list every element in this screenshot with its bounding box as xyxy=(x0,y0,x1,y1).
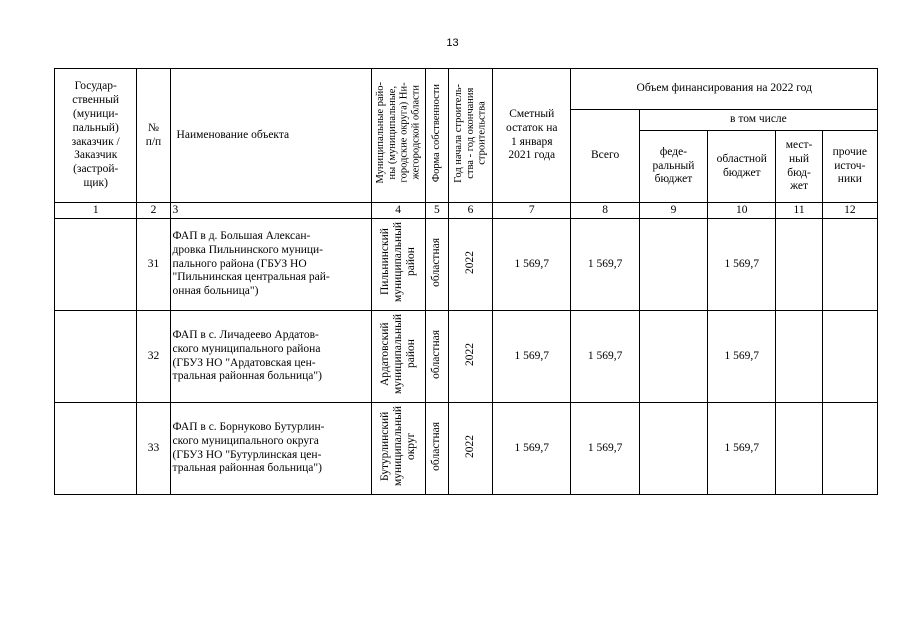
header-object-name: Наименование объекта xyxy=(170,69,371,203)
cell-district-text: Ардатовский муниципальный район xyxy=(378,314,417,395)
cell-other xyxy=(822,311,877,403)
cell-remainder: 1 569,7 xyxy=(493,219,571,311)
cell-total: 1 569,7 xyxy=(571,403,639,495)
cell-other xyxy=(822,403,877,495)
cell-number: 32 xyxy=(137,311,170,403)
header-customer: Государ- ственный (муници- пальный) заказчик / Заказчик (застрой- щик) xyxy=(55,69,137,203)
header-other: прочие источ- ники xyxy=(822,131,877,203)
cell-ownership-text: областная xyxy=(430,237,443,287)
cell-years xyxy=(448,311,492,403)
cell-ownership xyxy=(425,219,448,311)
column-number: 6 xyxy=(448,203,492,219)
cell-customer xyxy=(55,403,137,495)
header-number: № п/п xyxy=(137,69,170,203)
header-including: в том числе xyxy=(639,110,877,131)
column-number: 8 xyxy=(571,203,639,219)
header-district xyxy=(371,69,425,203)
cell-local xyxy=(776,311,822,403)
cell-ownership xyxy=(425,311,448,403)
cell-regional: 1 569,7 xyxy=(708,403,776,495)
table-row xyxy=(55,403,878,495)
cell-district xyxy=(371,403,425,495)
cell-local xyxy=(776,219,822,311)
column-number: 12 xyxy=(822,203,877,219)
cell-ownership-text: областная xyxy=(430,329,443,379)
column-numbers-row xyxy=(55,203,878,219)
cell-district-text: Бутурлинский муниципальный округ xyxy=(378,406,417,487)
cell-years-text: 2022 xyxy=(464,250,477,274)
header-years xyxy=(448,69,492,203)
cell-regional: 1 569,7 xyxy=(708,219,776,311)
header-regional: областной бюджет xyxy=(708,131,776,203)
header-district-text: Муниципальные райо- ны (муниципальные, городские округа) Ни- жегородской области xyxy=(374,82,421,184)
header-local: мест- ный бюд- жет xyxy=(776,131,822,203)
cell-customer xyxy=(55,311,137,403)
header-funding-group: Объем финансирования на 2022 год xyxy=(571,69,878,110)
column-number: 10 xyxy=(708,203,776,219)
column-number: 11 xyxy=(776,203,822,219)
cell-district xyxy=(371,219,425,311)
financing-table xyxy=(54,68,878,495)
cell-object-name: ФАП в с. Личадеево Ардатов- ского муниципального района (ГБУЗ НО "Ардатовская цен- тральная районная больница") xyxy=(170,311,371,403)
cell-federal xyxy=(639,219,707,311)
cell-ownership xyxy=(425,403,448,495)
column-number: 9 xyxy=(639,203,707,219)
cell-number: 31 xyxy=(137,219,170,311)
cell-total: 1 569,7 xyxy=(571,311,639,403)
table-row xyxy=(55,311,878,403)
cell-remainder: 1 569,7 xyxy=(493,403,571,495)
cell-years-text: 2022 xyxy=(464,434,477,458)
cell-other xyxy=(822,219,877,311)
header-years-text: Год начала строитель- ства - год окончания строительства xyxy=(452,83,488,183)
cell-local xyxy=(776,403,822,495)
cell-number: 33 xyxy=(137,403,170,495)
header-ownership-text: Форма собственности xyxy=(430,84,442,183)
cell-remainder: 1 569,7 xyxy=(493,311,571,403)
table-row xyxy=(55,219,878,311)
column-number: 4 xyxy=(371,203,425,219)
column-number: 5 xyxy=(425,203,448,219)
cell-federal xyxy=(639,311,707,403)
cell-years-text: 2022 xyxy=(464,342,477,366)
column-number: 2 xyxy=(137,203,170,219)
cell-object-name: ФАП в с. Борнуково Бутурлин- ского муниципального округа (ГБУЗ НО "Бутурлинская цен- тральная районная больница") xyxy=(170,403,371,495)
column-number: 3 xyxy=(170,203,371,219)
column-number: 7 xyxy=(493,203,571,219)
cell-regional: 1 569,7 xyxy=(708,311,776,403)
cell-ownership-text: областная xyxy=(430,421,443,471)
cell-federal xyxy=(639,403,707,495)
cell-years xyxy=(448,219,492,311)
cell-object-name: ФАП в д. Большая Алексан- дровка Пильнинского муници- пального района (ГБУЗ НО "Пильнинская центральная рай- онная больница") xyxy=(170,219,371,311)
cell-total: 1 569,7 xyxy=(571,219,639,311)
cell-district-text: Пильнинский муниципальный район xyxy=(378,222,417,303)
header-remainder: Сметный остаток на 1 января 2021 года xyxy=(493,69,571,203)
header-ownership xyxy=(425,69,448,203)
page-number: 13 xyxy=(446,37,459,49)
column-number: 1 xyxy=(55,203,137,219)
header-total: Всего xyxy=(571,110,639,203)
cell-customer xyxy=(55,219,137,311)
cell-district xyxy=(371,311,425,403)
header-federal: феде- ральный бюджет xyxy=(639,131,707,203)
cell-years xyxy=(448,403,492,495)
